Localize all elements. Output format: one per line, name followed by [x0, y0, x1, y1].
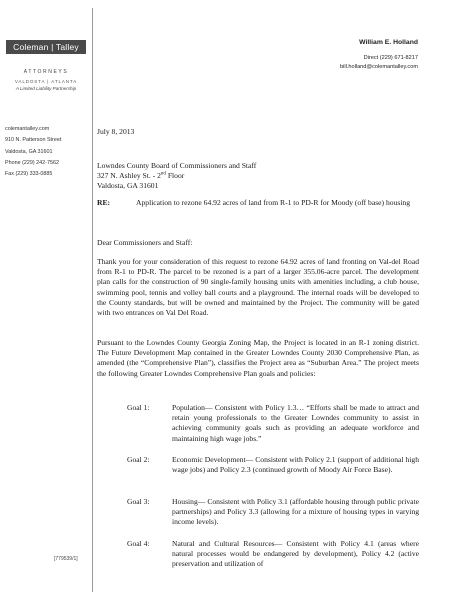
recipient-name: Lowndes County Board of Commissioners and Staff	[97, 161, 257, 170]
body-paragraph-1: Thank you for your consideration of this request to rezone 64.92 acres of land fronting on Val-del Road from R-1 to PD-R. The parcel to be rezoned is a part of a larger 355.06-acre parcel. The development plan calls for the construction of 90 single-family housing units with amenities including, a club house, swimming pool, tennis and volley ball courts and a playground. The internal roads will be developed to the County standards, but will be owned and maintained by the Project. The community will be gated with two entrances on Val Del Road.	[97, 257, 419, 318]
recipient-street-text: 327 N. Ashley St. - 2	[97, 171, 161, 180]
goal-label: Goal 3:	[127, 497, 150, 506]
document-number: [779539/1]	[54, 556, 78, 562]
office-locations: VALDOSTA | ATLANTA	[14, 79, 78, 84]
goal-label: Goal 1:	[127, 403, 150, 412]
firm-street: 910 N. Patterson Street	[5, 137, 62, 144]
recipient-address	[97, 161, 256, 191]
goal-text: Population— Consistent with Policy 1.3… “Efforts shall be made to attract and retain young professionals to the Greater Lowndes community to assist in achieving community goals such as providing an adequate workforce and maintaining high wage jobs.”	[172, 403, 419, 443]
sender-name: William E. Holland	[359, 39, 418, 46]
sender-direct-phone: Direct (229) 671-8217	[363, 55, 418, 61]
recipient-city: Valdosta, GA 31601	[97, 181, 159, 190]
goal-label: Goal 2:	[127, 455, 150, 464]
firm-logo: Coleman | Talley	[6, 40, 86, 54]
sender-block	[340, 39, 418, 71]
letterhead-sidebar	[0, 0, 92, 600]
subject-label: RE:	[97, 198, 111, 207]
firm-tagline: ATTORNEYS	[23, 69, 69, 75]
recipient-floor-text: Floor	[165, 171, 185, 180]
letter-date: July 8, 2013	[97, 127, 135, 136]
firm-fax: Fax (229) 333-0885	[5, 171, 53, 178]
goal-text: Natural and Cultural Resources— Consistent with Policy 4.1 (areas where natural processes would be endangered by development), Policy 4.2 (active preservation and utilization of	[172, 539, 419, 569]
firm-city: Valdosta, GA 31601	[5, 148, 53, 155]
goal-text: Housing— Consistent with Policy 3.1 (affordable housing through public private partnerships) and Policy 3.3 (allowing for a mixture of housing types in varying income levels).	[172, 497, 419, 527]
goal-text: Economic Development— Consistent with Policy 2.1 (support of additional high wage jobs) and Policy 2.3 (continued growth of Moody Air Force Base).	[172, 455, 419, 475]
recipient-street	[97, 171, 256, 181]
sender-email: bill.holland@colemantalley.com	[339, 63, 418, 70]
llp-note: A Limited Liability Partnership	[15, 86, 77, 91]
subject-text: Application to rezone 64.92 acres of land from R-1 to PD-R for Moody (off base) housing	[136, 198, 411, 207]
salutation: Dear Commissioners and Staff:	[97, 238, 193, 247]
firm-phone: Phone (229) 242-7562	[5, 159, 59, 166]
body-paragraph-2: Pursuant to the Lowndes County Georgia Zoning Map, the Project is located in an R-1 zoning district. The Future Development Map contained in the Greater Lowndes County 2030 Comprehensive Plan, as amended (the “Comprehensive Plan”), classifies the Project area as “Suburban Area.” The project meets the following Greater Lowndes Comprehensive Plan goals and policies:	[97, 338, 419, 378]
floor-ordinal: nd	[160, 171, 166, 177]
sidebar-divider	[92, 8, 93, 592]
goal-label: Goal 4:	[127, 539, 150, 548]
firm-website: colemantalley.com	[5, 126, 50, 132]
firm-contact-block	[5, 124, 61, 180]
